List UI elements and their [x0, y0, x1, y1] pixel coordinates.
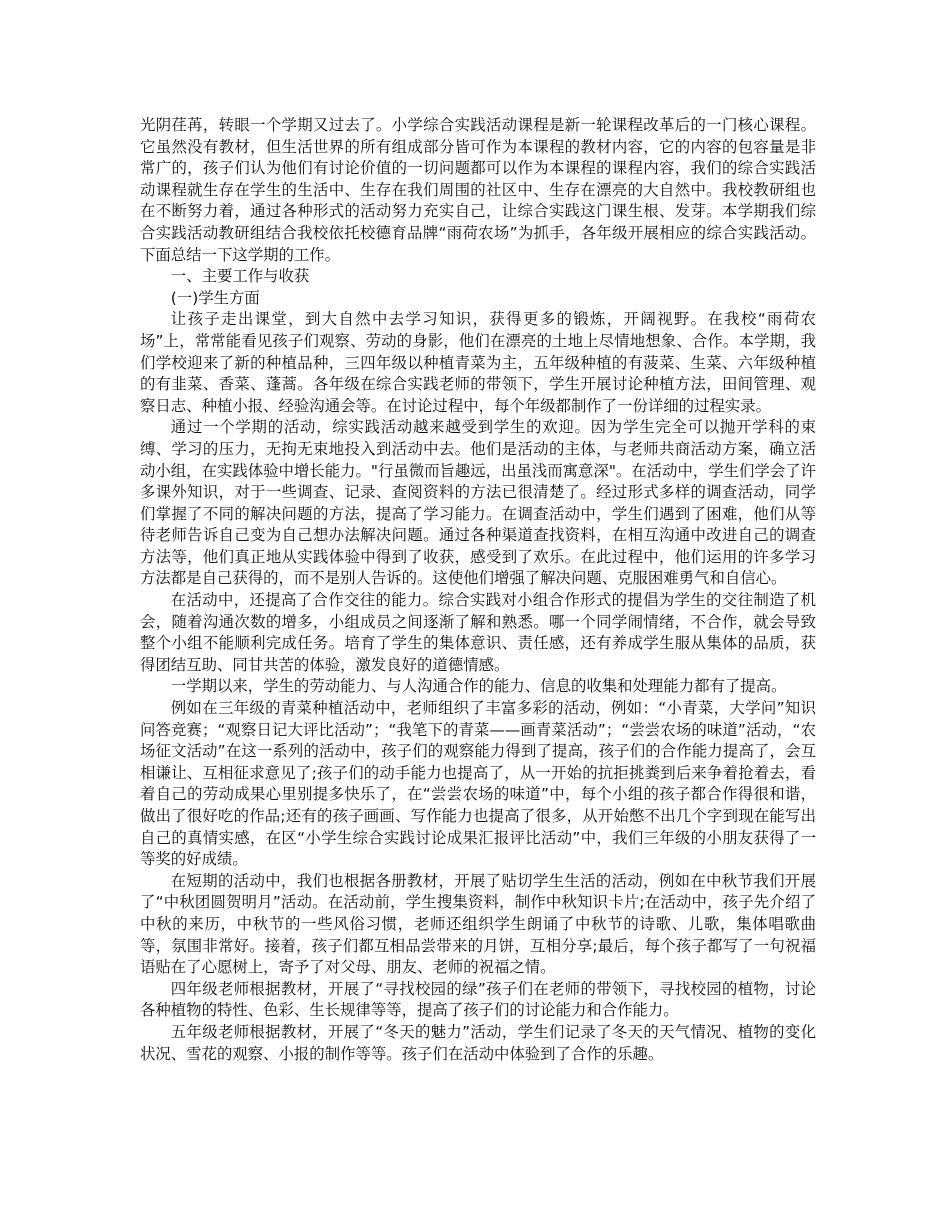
body-paragraph: 在短期的活动中，我们也根据各册教材，开展了贴切学生生活的活动，例如在中秋节我们开展了“中秋团圆贺明月”活动。在活动前，学生搜集资料，制作中秋知识卡片;在活动中，孩子先介绍了中秋的来历，中秋节的一些风俗习惯，老师还组织学生朗诵了中秋节的诗歌、儿歌，集体唱歌曲等，氛围非常好。接着，孩子们都互相品尝带来的月饼，互相分享;最后，每个孩子都写了一句祝福语贴在了心愿树上，寄予了对父母、朋友、老师的祝福之情。 — [140, 871, 816, 977]
body-paragraph: 例如在三年级的青菜种植活动中，老师组织了丰富多彩的活动，例如：“小青菜，大学问”知识问答竞赛；“观察日记大评比活动”；“我笔下的青菜——画青菜活动”；“尝尝农场的味道”活动，“农场征文活动”在这一系列的活动中，孩子们的观察能力得到了提高，孩子们的合作能力提高了，会互相谦让、互相征求意见了;孩子们的动手能力也提高了，从一开始的抗拒挑粪到后来争着抢着去，看着自己的劳动成果心里别提多快乐了，在“尝尝农场的味道”中，每个小组的孩子都合作得很和谐，做出了很好吃的作品;还有的孩子画画、写作能力也提高了很多，从开始憋不出几个字到现在能写出自己的真情实感，在区“小学生综合实践讨论成果汇报评比活动”中，我们三年级的小朋友获得了一等奖的好成绩。 — [140, 699, 816, 869]
subsection-heading-students: (一)学生方面 — [170, 288, 260, 307]
body-paragraph: 让孩子走出课堂，到大自然中去学习知识，获得更多的锻炼，开阔视野。在我校“雨荷农场”上，常常能看见孩子们观察、劳动的身影，他们在漂亮的土地上尽情地想象、合作。本学期，我们学校迎来了新的种植品种，三四年级以种植青菜为主，五年级种植的有菠菜、生菜、六年级种植的有韭菜、香菜、蓬蒿。各年级在综合实践老师的带领下，学生开展讨论种植方法，田间管理、观察日志、种植小报、经验沟通会等。在讨论过程中，每个年级都制作了一份详细的过程实录。 — [140, 310, 816, 415]
body-paragraph: 一学期以来，学生的劳动能力、与人沟通合作的能力、信息的收集和处理能力都有了提高。 — [170, 677, 787, 696]
body-paragraph: 在活动中，还提高了合作交往的能力。综合实践对小组合作形式的提倡为学生的交往制造了机会，随着沟通次数的增多，小组成员之间逐渐了解和熟悉。哪一个同学闹情绪，不合作，就会导致整个小组不能顺利完成任务。培育了学生的集体意识、责任感，还有养成学生服从集体的品质，获得团结互助、同甘共苦的体验，激发良好的道德情感。 — [140, 591, 816, 674]
document-body — [140, 115, 816, 1065]
body-paragraph: 五年级老师根据教材，开展了“冬天的魅力”活动，学生们记录了冬天的天气情况、植物的变化状况、雪花的观察、小报的制作等等。孩子们在活动中体验到了合作的乐趣。 — [140, 1022, 816, 1063]
body-paragraph: 通过一个学期的活动，综实践活动越来越受到学生的欢迎。因为学生完全可以抛开学科的束缚、学习的压力，无拘无束地投入到活动中去。他们是活动的主体，与老师共商活动方案，确立活动小组，在实践体验中增长能力。"行虽微而旨趣远，出虽浅而寓意深"。在活动中，学生们学会了许多课外知识，对于一些调查、记录、查阅资料的方法已很清楚了。经过形式多样的调查活动，同学们掌握了不同的解决问题的方法，提高了学习能力。在调查活动中，学生们遇到了困难，他们从等待老师告诉自己变为自己想办法解决问题。通过各种渠道查找资料，在相互沟通中改进自己的调查方法等，他们真正地从实践体验中得到了收获，感受到了欢乐。在此过程中，他们运用的许多学习方法都是自己获得的，而不是别人告诉的。这使他们增强了解决问题、克服困难勇气和自信心。 — [140, 418, 816, 588]
section-heading-main-work: 一、主要工作与收获 — [170, 267, 310, 286]
intro-paragraph: 光阴荏苒，转眼一个学期又过去了。小学综合实践活动课程是新一轮课程改革后的一门核心课程。它虽然没有教材，但生活世界的所有组成部分皆可作为本课程的教材内容，它的内容的包容量是非常广的，孩子们认为他们有讨论价值的一切问题都可以作为本课程的课程内容，我们的综合实践活动课程就生存在学生的生活中、生存在我们周围的社区中、生存在漂亮的大自然中。我校教研组也在不断努力着，通过各种形式的活动努力充实自己，让综合实践这门课生根、发芽。本学期我们综合实践活动教研组结合我校依托校德育品牌“雨荷农场”为抓手，各年级开展相应的综合实践活动。下面总结一下这学期的工作。 — [140, 116, 816, 264]
body-paragraph: 四年级老师根据教材，开展了“寻找校园的绿”孩子们在老师的带领下，寻找校园的植物，讨论各种植物的特性、色彩、生长规律等等，提高了孩子们的讨论能力和合作能力。 — [140, 979, 816, 1020]
